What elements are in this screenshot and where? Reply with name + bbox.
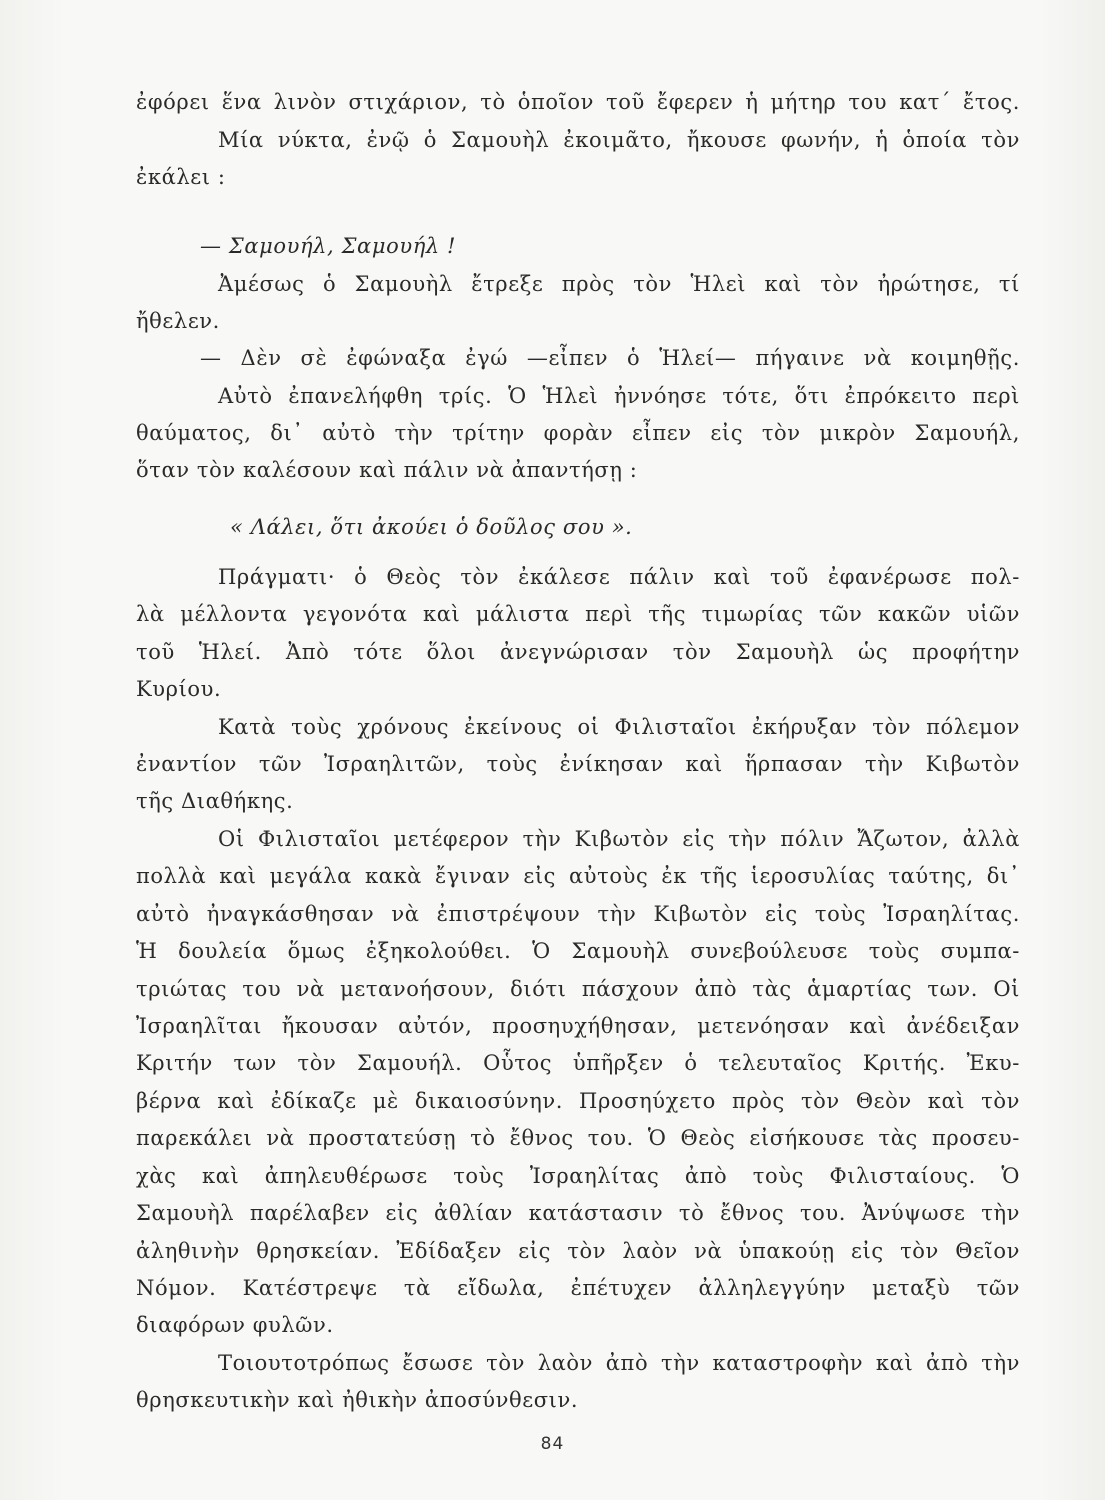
text-line: βέρνα καὶ ἐδίκαζε μὲ δικαιοσύνην. Προσηύχετο πρὸς τὸν Θεὸν καὶ τὸν [136, 1089, 1020, 1113]
text-line: Νόμον. Κατέστρεψε τὰ εἴδωλα, ἐπέτυχεν ἀλληλεγγύην μεταξὺ τῶν [136, 1276, 1020, 1300]
quote-line: « Λάλει, ὅτι ἀκούει ὁ δοῦλος σου ». [230, 515, 633, 539]
text-line: Ἰσραηλῖται ἤκουσαν αὐτόν, προσηυχήθησαν, μετενόησαν καὶ ἀνέδειξαν [136, 1014, 1020, 1038]
text-line: χὰς καὶ ἀπηλευθέρωσε τοὺς Ἰσραηλίτας ἀπὸ τοὺς Φιλισταίους. Ὁ [136, 1164, 1020, 1188]
text-line: πολλὰ καὶ μεγάλα κακὰ ἔγιναν εἰς αὐτοὺς ἐκ τῆς ἱεροσυλίας ταύτης, δι᾽ [136, 864, 1020, 888]
text-line: ἐκάλει : [136, 165, 226, 189]
dialogue-line: — Δὲν σὲ ἐφώναξα ἐγώ —εἶπεν ὁ Ἡλεί— πήγαινε νὰ κοιμηθῇς. [200, 346, 1020, 370]
page-number: 84 [540, 1434, 565, 1454]
text-line: Τοιουτοτρόπως ἔσωσε τὸν λαὸν ἀπὸ τὴν καταστροφὴν καὶ ἀπὸ τὴν [218, 1351, 1020, 1375]
text-line: λὰ μέλλοντα γεγονότα καὶ μάλιστα περὶ τῆς τιμωρίας τῶν κακῶν υἱῶν [136, 602, 1020, 626]
text-line: ὅταν τὸν καλέσουν καὶ πάλιν νὰ ἀπαντήσῃ : [136, 458, 638, 482]
text-line: Μία νύκτα, ἐνῷ ὁ Σαμουὴλ ἐκοιμᾶτο, ἤκουσε φωνήν, ἡ ὁποία τὸν [218, 128, 1020, 152]
text-line: τῆς Διαθήκης. [136, 789, 294, 813]
text-line: Κατὰ τοὺς χρόνους ἐκείνους οἱ Φιλισταῖοι ἐκήρυξαν τὸν πόλεμον [218, 715, 1020, 739]
text-line: Ἀμέσως ὁ Σαμουὴλ ἔτρεξε πρὸς τὸν Ἡλεὶ καὶ τὸν ἠρώτησε, τί [218, 272, 1020, 296]
text-line: τοῦ Ἡλεί. Ἀπὸ τότε ὅλοι ἀνεγνώρισαν τὸν Σαμουὴλ ὡς προφήτην [136, 640, 1020, 664]
text-line: Κριτήν των τὸν Σαμουήλ. Οὗτος ὑπῆρξεν ὁ τελευταῖος Κριτής. Ἐκυ- [136, 1051, 1020, 1075]
text-line: ἤθελεν. [136, 309, 220, 333]
text-line: τριώτας του νὰ μετανοήσουν, διότι πάσχουν ἀπὸ τὰς ἁμαρτίας των. Οἱ [136, 977, 1020, 1001]
text-line: παρεκάλει νὰ προστατεύσῃ τὸ ἔθνος του. Ὁ Θεὸς εἰσήκουσε τὰς προσευ- [136, 1126, 1020, 1150]
text-line: Αὐτὸ ἐπανελήφθη τρίς. Ὁ Ἡλεὶ ἠννόησε τότε, ὅτι ἐπρόκειτο περὶ [218, 384, 1020, 408]
text-line: ἐφόρει ἕνα λινὸν στιχάριον, τὸ ὁποῖον τοῦ ἔφερεν ἡ μήτηρ του κατ΄ ἔτος. [136, 90, 1020, 114]
text-line: ἀληθινὴν θρησκείαν. Ἐδίδαξεν εἰς τὸν λαὸν νὰ ὑπακούῃ εἰς τὸν Θεῖον [136, 1239, 1020, 1263]
text-line: Πράγματι· ὁ Θεὸς τὸν ἐκάλεσε πάλιν καὶ τοῦ ἐφανέρωσε πολ- [218, 565, 1020, 589]
text-line: διαφόρων φυλῶν. [136, 1313, 334, 1337]
dialogue-line: — Σαμουήλ, Σαμουήλ ! [200, 234, 457, 258]
text-line: Σαμουὴλ παρέλαβεν εἰς ἀθλίαν κατάστασιν τὸ ἔθνος του. Ἀνύψωσε τὴν [136, 1201, 1020, 1225]
text-line: ἐναντίον τῶν Ἰσραηλιτῶν, τοὺς ἐνίκησαν καὶ ἥρπασαν τὴν Κιβωτὸν [136, 752, 1020, 776]
text-line: αὐτὸ ἠναγκάσθησαν νὰ ἐπιστρέψουν τὴν Κιβωτὸν εἰς τοὺς Ἰσραηλίτας. [136, 902, 1020, 926]
text-line: θαύματος, δι᾽ αὐτὸ τὴν τρίτην φορὰν εἶπεν εἰς τὸν μικρὸν Σαμουήλ, [136, 421, 1020, 445]
text-line: Οἱ Φιλισταῖοι μετέφερον τὴν Κιβωτὸν εἰς τὴν πόλιν Ἄζωτον, ἀλλὰ [218, 827, 1020, 851]
text-line: Ἡ δουλεία ὅμως ἐξηκολούθει. Ὁ Σαμουὴλ συνεβούλευσε τοὺς συμπα- [136, 939, 1020, 963]
text-line: Κυρίου. [136, 677, 222, 701]
text-line: θρησκευτικὴν καὶ ἠθικὴν ἀποσύνθεσιν. [136, 1388, 579, 1412]
